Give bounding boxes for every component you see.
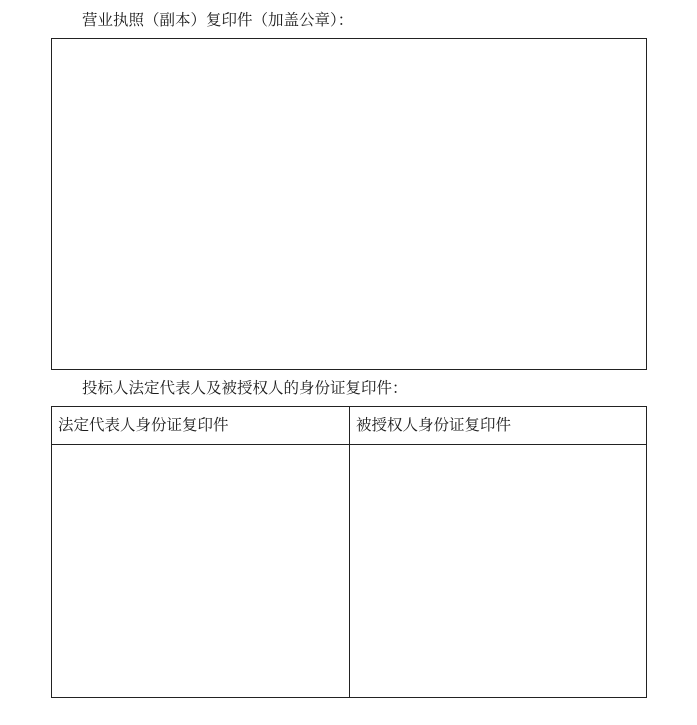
authorized-person-id-attachment-area: [350, 445, 646, 697]
legal-representative-id-column: [52, 407, 350, 697]
authorized-person-id-column: [350, 407, 646, 697]
legal-representative-id-attachment-area: [52, 445, 349, 697]
legal-representative-id-header: 法定代表人身份证复印件: [52, 407, 349, 445]
business-license-heading: 营业执照（副本）复印件（加盖公章）：: [82, 11, 354, 29]
authorized-person-id-header: 被授权人身份证复印件: [350, 407, 646, 445]
id-copies-table: [51, 406, 647, 698]
id-copies-heading: 投标人法定代表人及被授权人的身份证复印件：: [82, 379, 408, 397]
business-license-attachment-box: [51, 38, 647, 370]
